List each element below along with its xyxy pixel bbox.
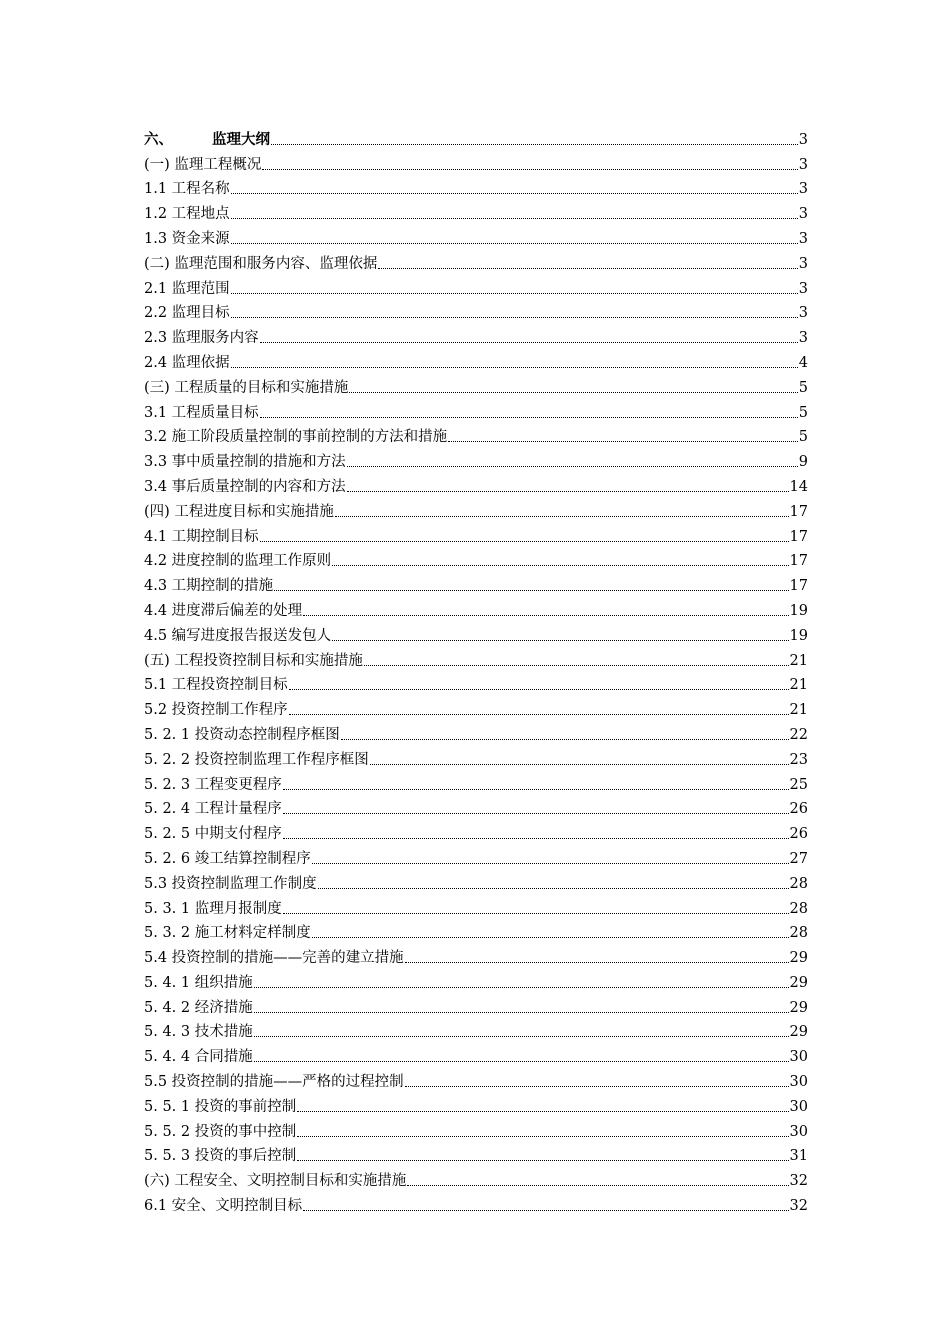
toc-page-number: 21 <box>789 677 808 694</box>
toc-entry-title: 5. 2. 2 投资控制监理工作程序框图 <box>144 751 369 768</box>
toc-page-number: 17 <box>789 553 808 570</box>
toc-entry-title: 5.2 投资控制工作程序 <box>144 702 288 719</box>
toc-entry-title: 3.1 工程质量目标 <box>144 404 259 421</box>
toc-entry-title: (一) 监理工程概况 <box>144 156 262 173</box>
toc-page-number: 23 <box>789 751 808 768</box>
toc-entry-title: 5. 5. 2 投资的事中控制 <box>144 1123 297 1140</box>
toc-dot-leader <box>231 218 798 219</box>
toc-dot-leader <box>347 466 798 467</box>
toc-entry-title: 5. 4. 4 合同措施 <box>144 1049 253 1066</box>
toc-entry-title: 5. 2. 1 投资动态控制程序框图 <box>144 726 340 743</box>
toc-page-number: 3 <box>798 330 808 347</box>
toc-entry-title: 5.4 投资控制的措施——完善的建立措施 <box>144 950 404 967</box>
toc-page-number: 29 <box>789 974 808 991</box>
toc-page-number: 4 <box>798 354 808 371</box>
toc-dot-leader <box>260 541 789 542</box>
toc-entry[interactable] <box>144 942 808 967</box>
toc-entry-title: 5. 4. 3 技术措施 <box>144 1024 253 1041</box>
toc-entry[interactable] <box>144 1190 808 1215</box>
toc-entry[interactable] <box>144 868 808 893</box>
toc-dot-leader <box>370 764 789 765</box>
toc-entry[interactable] <box>144 794 808 819</box>
toc-page-number: 17 <box>789 578 808 595</box>
toc-entry[interactable] <box>144 818 808 843</box>
toc-dot-leader <box>341 739 789 740</box>
toc-dot-leader <box>448 441 798 442</box>
toc-entry-title: 3.4 事后质量控制的内容和方法 <box>144 478 346 495</box>
toc-page-number: 3 <box>798 131 808 148</box>
toc-page-number: 30 <box>789 1074 808 1091</box>
toc-entry[interactable] <box>144 670 808 695</box>
toc-dot-leader <box>405 1086 789 1087</box>
toc-page-number: 31 <box>789 1148 808 1165</box>
toc-entry-title: 5. 2. 6 竣工结算控制程序 <box>144 850 311 867</box>
toc-entry[interactable] <box>144 446 808 471</box>
toc-entry-title: 5. 2. 5 中期支付程序 <box>144 826 282 843</box>
toc-entry-title: 5. 4. 2 经济措施 <box>144 999 253 1016</box>
toc-entry-title: (六) 工程安全、文明控制目标和实施措施 <box>144 1173 407 1190</box>
toc-entry-title: 2.1 监理范围 <box>144 280 230 297</box>
toc-entry-title: 4.3 工期控制的措施 <box>144 578 274 595</box>
toc-page-number: 21 <box>789 652 808 669</box>
toc-dot-leader <box>283 838 789 839</box>
toc-entry-title: 4.2 进度控制的监理工作原则 <box>144 553 332 570</box>
toc-entry[interactable] <box>144 422 808 447</box>
toc-entry[interactable] <box>144 595 808 620</box>
toc-entry[interactable] <box>144 397 808 422</box>
toc-dot-leader <box>283 813 789 814</box>
toc-entry-title: 4.5 编写进度报告报送发包人 <box>144 627 332 644</box>
toc-dot-leader <box>407 1185 788 1186</box>
toc-entry-title: 5. 4. 1 组织措施 <box>144 974 253 991</box>
toc-page-number: 3 <box>798 230 808 247</box>
toc-entry[interactable] <box>144 174 808 199</box>
toc-dot-leader <box>378 268 797 269</box>
toc-entry[interactable] <box>144 1165 808 1190</box>
toc-entry-title: 3.2 施工阶段质量控制的事前控制的方法和措施 <box>144 429 448 446</box>
toc-entry-title: 6.1 安全、文明控制目标 <box>144 1198 303 1215</box>
table-of-contents <box>144 124 808 1215</box>
toc-entry-number: 六、 <box>144 131 173 148</box>
toc-entry[interactable] <box>144 496 808 521</box>
toc-entry-title: (二) 监理范围和服务内容、监理依据 <box>144 255 378 272</box>
toc-entry-title: 5. 5. 3 投资的事后控制 <box>144 1148 297 1165</box>
toc-dot-leader <box>297 1136 788 1137</box>
toc-dot-leader <box>231 367 798 368</box>
toc-page-number: 28 <box>789 925 808 942</box>
toc-entry[interactable] <box>144 769 808 794</box>
toc-entry[interactable] <box>144 521 808 546</box>
toc-entry-label: 监理大纲 <box>212 131 270 148</box>
toc-dot-leader <box>318 888 789 889</box>
toc-dot-leader <box>364 665 789 666</box>
toc-entry-title: 5. 2. 4 工程计量程序 <box>144 801 282 818</box>
toc-entry-title: 5. 2. 3 工程变更程序 <box>144 776 282 793</box>
toc-dot-leader <box>297 1160 788 1161</box>
toc-entry-title: 5. 3. 2 施工材料定样制度 <box>144 925 311 942</box>
toc-dot-leader <box>289 714 789 715</box>
toc-page-number: 25 <box>789 776 808 793</box>
toc-dot-leader <box>405 962 789 963</box>
toc-dot-leader <box>231 317 798 318</box>
toc-dot-leader <box>254 1012 789 1013</box>
toc-entry[interactable] <box>144 298 808 323</box>
toc-entry[interactable] <box>144 198 808 223</box>
toc-entry-title: 1.3 资金来源 <box>144 230 230 247</box>
toc-page-number: 3 <box>798 305 808 322</box>
toc-entry[interactable] <box>144 570 808 595</box>
toc-entry[interactable] <box>144 843 808 868</box>
toc-dot-leader <box>335 516 789 517</box>
toc-entry-list <box>144 149 808 1215</box>
toc-entry[interactable] <box>144 248 808 273</box>
toc-entry[interactable] <box>144 1066 808 1091</box>
toc-dot-leader <box>262 169 797 170</box>
toc-entry-title: 4.4 进度滞后偏差的处理 <box>144 602 303 619</box>
toc-dot-leader <box>349 392 797 393</box>
toc-page-number: 29 <box>789 1024 808 1041</box>
toc-page-number: 27 <box>789 850 808 867</box>
toc-page-number: 9 <box>798 454 808 471</box>
toc-page-number: 14 <box>789 478 808 495</box>
toc-entry-title: (四) 工程进度目标和实施措施 <box>144 503 334 520</box>
toc-entry[interactable] <box>144 1017 808 1042</box>
toc-entry[interactable] <box>144 992 808 1017</box>
toc-page-number: 3 <box>798 181 808 198</box>
toc-dot-leader <box>231 293 798 294</box>
toc-dot-leader <box>283 913 789 914</box>
toc-page-number: 3 <box>798 156 808 173</box>
toc-entry-title: 1.1 工程名称 <box>144 181 230 198</box>
toc-page-number: 30 <box>789 1098 808 1115</box>
toc-entry[interactable] <box>144 744 808 769</box>
toc-dot-leader <box>254 1036 789 1037</box>
toc-page-number: 3 <box>798 255 808 272</box>
toc-dot-leader <box>332 640 788 641</box>
toc-entry-title: 5. 5. 1 投资的事前控制 <box>144 1098 297 1115</box>
toc-page-number: 21 <box>789 702 808 719</box>
toc-dot-leader <box>260 342 798 343</box>
toc-entry[interactable] <box>144 719 808 744</box>
toc-entry-title: (五) 工程投资控制目标和实施措施 <box>144 652 363 669</box>
toc-entry-title: 4.1 工期控制目标 <box>144 528 259 545</box>
toc-entry-title: 2.2 监理目标 <box>144 305 230 322</box>
toc-entry-title <box>144 131 270 149</box>
toc-page-number: 5 <box>798 404 808 421</box>
toc-page-number: 30 <box>789 1049 808 1066</box>
toc-dot-leader <box>283 789 789 790</box>
toc-entry[interactable] <box>144 223 808 248</box>
toc-entry-title: 1.2 工程地点 <box>144 206 230 223</box>
toc-entry[interactable] <box>144 694 808 719</box>
toc-page-number: 17 <box>789 528 808 545</box>
toc-entry-title: 5.5 投资控制的措施——严格的过程控制 <box>144 1074 404 1091</box>
toc-entry-title: 2.4 监理依据 <box>144 354 230 371</box>
toc-page-number: 19 <box>789 602 808 619</box>
toc-dot-leader <box>274 590 788 591</box>
toc-dot-leader <box>271 144 798 145</box>
toc-entry[interactable] <box>144 546 808 571</box>
toc-entry[interactable] <box>144 1141 808 1166</box>
toc-entry[interactable] <box>144 967 808 992</box>
toc-entry[interactable] <box>144 322 808 347</box>
toc-page-number: 22 <box>789 726 808 743</box>
toc-entry[interactable] <box>144 1091 808 1116</box>
toc-entry[interactable] <box>144 893 808 918</box>
toc-dot-leader <box>332 565 788 566</box>
toc-entry[interactable] <box>144 620 808 645</box>
toc-page-number: 26 <box>789 826 808 843</box>
toc-entry-title: 2.3 监理服务内容 <box>144 330 259 347</box>
toc-entry-title: 5.1 工程投资控制目标 <box>144 677 288 694</box>
toc-entry-title: 5. 3. 1 监理月报制度 <box>144 900 282 917</box>
toc-page-number: 29 <box>789 999 808 1016</box>
toc-dot-leader <box>303 1210 788 1211</box>
toc-dot-leader <box>289 689 789 690</box>
toc-entry[interactable] <box>144 918 808 943</box>
toc-page-number: 29 <box>789 950 808 967</box>
toc-dot-leader <box>312 937 789 938</box>
toc-entry[interactable] <box>144 372 808 397</box>
toc-entry[interactable] <box>144 471 808 496</box>
toc-entry-heading[interactable] <box>144 124 808 149</box>
toc-page-number: 3 <box>798 280 808 297</box>
toc-entry-title: 5.3 投资控制监理工作制度 <box>144 875 317 892</box>
toc-entry[interactable] <box>144 645 808 670</box>
toc-dot-leader <box>254 1061 789 1062</box>
toc-entry[interactable] <box>144 1041 808 1066</box>
toc-dot-leader <box>231 193 798 194</box>
toc-page-number: 28 <box>789 875 808 892</box>
toc-entry[interactable] <box>144 149 808 174</box>
toc-dot-leader <box>260 417 798 418</box>
toc-dot-leader <box>347 491 789 492</box>
toc-dot-leader <box>297 1111 788 1112</box>
toc-dot-leader <box>312 863 789 864</box>
toc-page-number: 32 <box>789 1173 808 1190</box>
toc-page-number: 5 <box>798 379 808 396</box>
toc-page-number: 28 <box>789 900 808 917</box>
toc-page-number: 26 <box>789 801 808 818</box>
toc-page-number: 19 <box>789 627 808 644</box>
toc-entry-title: (三) 工程质量的目标和实施措施 <box>144 379 349 396</box>
toc-entry[interactable] <box>144 273 808 298</box>
toc-entry[interactable] <box>144 347 808 372</box>
toc-dot-leader <box>231 243 798 244</box>
toc-page-number: 30 <box>789 1123 808 1140</box>
toc-page-number: 5 <box>798 429 808 446</box>
toc-page-number: 32 <box>789 1198 808 1215</box>
toc-page-number: 17 <box>789 503 808 520</box>
toc-entry-title: 3.3 事中质量控制的措施和方法 <box>144 454 346 471</box>
toc-dot-leader <box>303 615 788 616</box>
toc-dot-leader <box>254 987 789 988</box>
toc-entry[interactable] <box>144 1116 808 1141</box>
toc-page-number: 3 <box>798 206 808 223</box>
